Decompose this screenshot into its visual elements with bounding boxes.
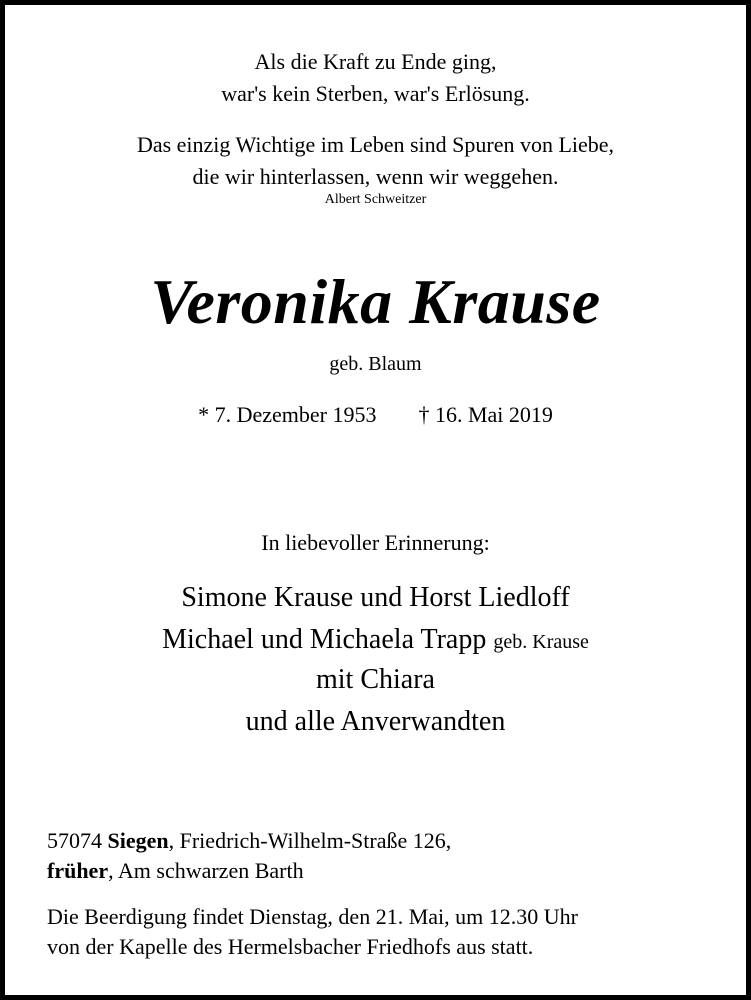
remembrance-intro: In liebevoller Erinnerung: — [261, 530, 490, 555]
address-line-2 — [47, 858, 304, 884]
quote-line-2: die wir hinterlassen, wenn wir weggehen. — [192, 164, 559, 189]
address-street: , Friedrich-Wilhelm-Straße 126, — [168, 828, 452, 853]
quote-author: Albert Schweitzer — [324, 192, 427, 207]
verse-line-1: Als die Kraft zu Ende ging, — [254, 49, 497, 74]
birth-name: geb. Blaum — [329, 353, 422, 375]
funeral-line-2: von der Kapelle des Hermelsbacher Friedhofs aus statt. — [47, 934, 534, 959]
birth-date: * 7. Dezember 1953 — [198, 402, 377, 427]
mourner-line-4: und alle Anverwandten — [245, 706, 506, 737]
mourner-line-2 — [5, 624, 746, 656]
quote-line-1: Das einzig Wichtige im Leben sind Spuren von Liebe, — [136, 132, 615, 157]
death-date: † 16. Mai 2019 — [418, 402, 553, 427]
former-label: früher — [47, 858, 109, 883]
funeral-line-1: Die Beerdigung findet Dienstag, den 21. Mai, um 12.30 Uhr — [47, 904, 578, 929]
address-postcode: 57074 — [47, 828, 102, 853]
address-line-1 — [47, 828, 451, 854]
mourner-birth-name: geb. Krause — [493, 631, 589, 653]
mourner-names: Michael und Michaela Trapp — [162, 624, 487, 655]
deceased-name: Veronika Krause — [150, 266, 601, 337]
mourner-line-1: Simone Krause und Horst Liedloff — [181, 582, 570, 613]
mourner-line-3: mit Chiara — [316, 664, 435, 695]
former-address: , Am schwarzen Barth — [108, 858, 304, 883]
verse-line-2: war's kein Sterben, war's Erlösung. — [221, 81, 530, 106]
life-dates — [5, 402, 746, 428]
address-city: Siegen — [107, 828, 169, 853]
